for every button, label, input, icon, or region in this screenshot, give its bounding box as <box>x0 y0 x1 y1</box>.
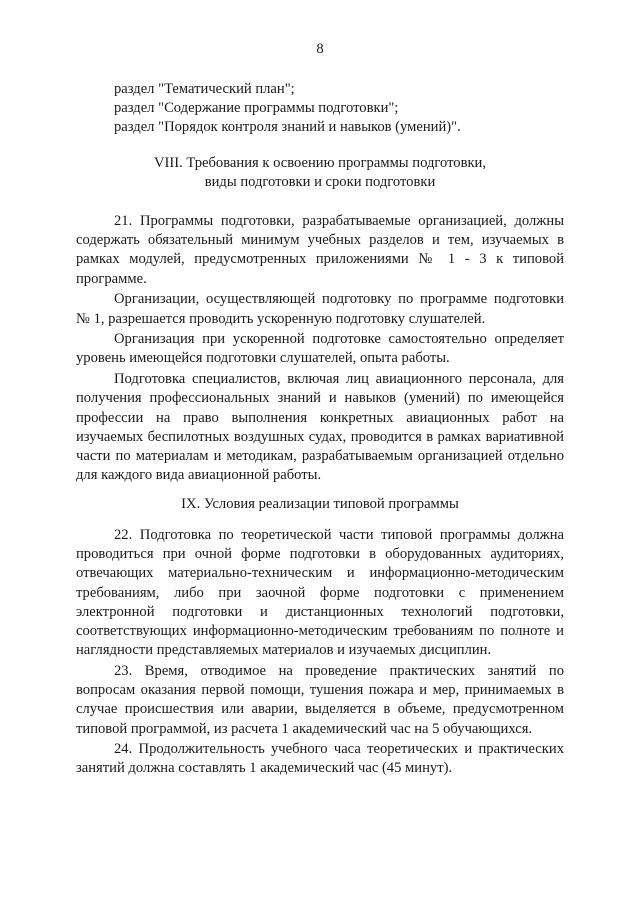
list-item: раздел "Порядок контроля знаний и навыков (умений)". <box>114 119 461 136</box>
section-viii-heading <box>76 154 564 192</box>
paragraph-22: 22. Подготовка по теоретической части типовой программы должна проводиться при очной форме подготовки в оборудованных аудиториях, отвечающих материально-техническим и информационно-методическим требованиям, либо при заочной форме подготовки с применением электронной подготовки и дистанционных технологий подготовки, соответствующих информационно-методическим требованиям по полноте и наглядности представляемых материалов и изучаемых дисциплин. <box>76 527 564 659</box>
paragraph-24: 24. Продолжительность учебного часа теоретических и практических занятий должна составлять 1 академический час (45 минут). <box>76 741 564 777</box>
section-ix-body <box>76 526 564 780</box>
section-ix-heading: IX. Условия реализации типовой программы <box>181 496 459 512</box>
page-number: 8 <box>316 41 324 57</box>
paragraph-accelerated-training: Организации, осуществляющей подготовку по программе подготовки № 1, разрешается проводить ускоренную подготовку слушателей. <box>76 291 564 327</box>
section-viii-heading-line-1: VIII. Требования к освоению программы подготовки, <box>153 155 487 171</box>
list-item: раздел "Тематический план"; <box>114 81 295 97</box>
paragraph-23: 23. Время, отводимое на проведение практических занятий по вопросам оказания первой помощи, тушения пожара и мер, принимаемых в случае происшествия или аварии, выделяется в объеме, предусмотренном типовой программой, из расчета 1 академический час на 5 обучающихся. <box>76 662 564 737</box>
section-viii-body <box>76 212 564 487</box>
list-item: раздел "Содержание программы подготовки"; <box>114 100 399 117</box>
paragraph-21: 21. Программы подготовки, разрабатываемые организацией, должны содержать обязательный минимум учебных разделов и тем, изучаемых в рамках модулей, предусмотренных приложениями № 1 - 3 к типовой программе. <box>76 213 564 287</box>
program-sections-list <box>76 80 564 138</box>
paragraph-training-level: Организация при ускоренной подготовке самостоятельно определяет уровень имеющейся подготовки слушателей, опыта работы. <box>76 331 564 367</box>
section-viii-heading-line-2: виды подготовки и сроки подготовки <box>204 174 436 191</box>
paragraph-specialist-training: Подготовка специалистов, включая лиц авиационного персонала, для получения профессиональных знаний и навыков (умений) по имеющейся профессии на право выполнения конкретных авиационных работ на изучаемых беспилотных воздушных судах, проводится в рамках вариативной части по материалам и методикам, разрабатываемым организацией отдельно для каждого вида авиационной работы. <box>76 371 564 484</box>
